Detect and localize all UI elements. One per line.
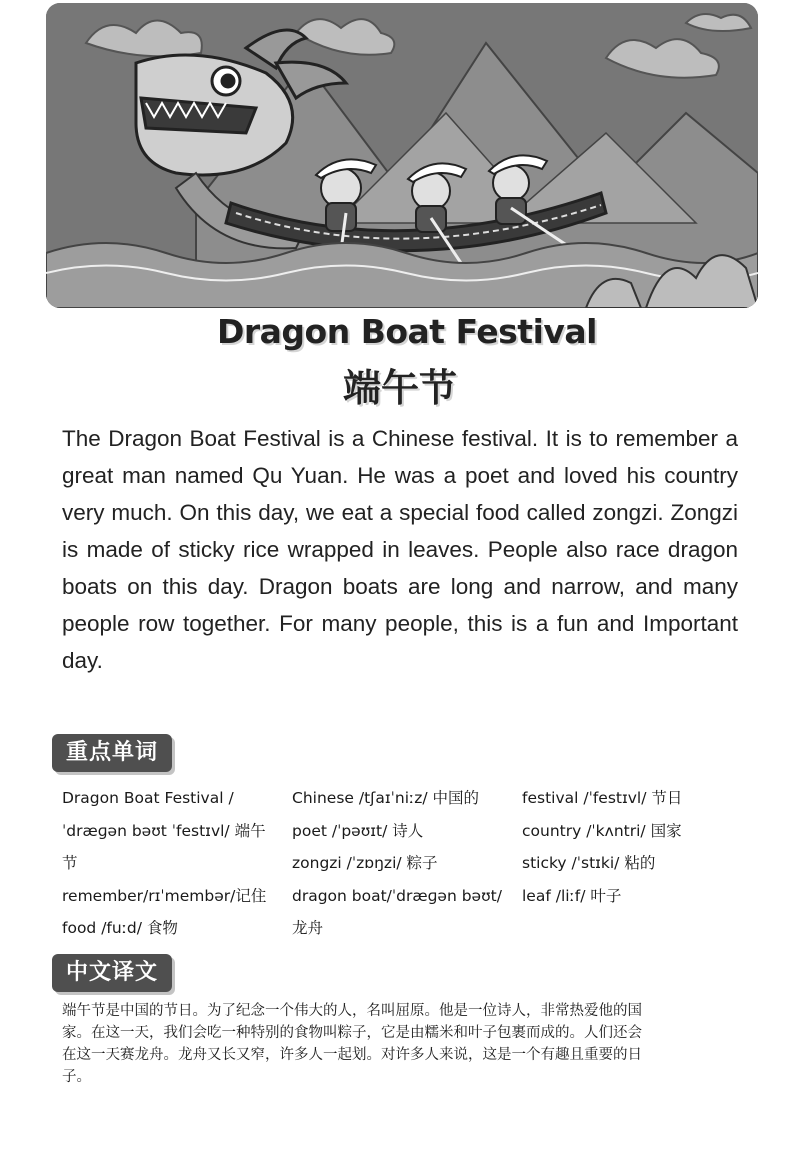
vocab-item: country /ˈkʌntri/ 国家 — [522, 821, 682, 840]
key-words-label: 重点单词 — [52, 734, 172, 772]
title-chinese: 端午节 — [342, 366, 457, 410]
chinese-translation: 端午节是中国的节日。为了纪念一个伟大的人，名叫屈原。他是一位诗人，非常热爱他的国家。在这一天，我们会吃一种特别的食物叫粽子，它是由糯米和叶子包裹而成的。人们还会在这一天赛龙舟。龙舟又长又窄，许多人一起划。对许多人来说，这是一个有趣且重要的日子。 — [62, 1003, 642, 1085]
hero-illustration — [46, 3, 758, 308]
vocab-column-1 — [62, 782, 272, 945]
vocab-item: Chinese /tʃaɪˈniːz/ 中国的 — [292, 789, 480, 807]
vocab-column-2 — [292, 782, 516, 945]
vocab-item: leaf /liːf/ 叶子 — [522, 886, 622, 905]
vocab-item: festival /ˈfestɪvl/ 节日 — [522, 789, 683, 807]
vocab-item: dragon boat/ˈdræɡən bəʊt/ 龙舟 — [292, 886, 502, 937]
vocab-item: remember/rɪˈmembər/记住 — [62, 886, 267, 905]
translation-label: 中文译文 — [52, 954, 172, 992]
vocab-item: Dragon Boat Festival /ˈdræɡən bəʊt ˈfestɪvl/ 端午节 — [62, 789, 266, 872]
vocab-item: food /fuːd/ 食物 — [62, 919, 178, 937]
title-english: Dragon Boat Festival — [217, 312, 597, 351]
vocab-column-3 — [522, 782, 742, 912]
reading-passage: The Dragon Boat Festival is a Chinese festival. It is to remember a great man named Qu Yuan. He was a poet and loved his country very much. On this day, we eat a special food called zongzi. Zongzi is made of sticky rice wrapped in leaves. People also race dragon boats on this day. Dragon boats are long and narrow, and many people row together. For many people, this is a fun and Important day. — [62, 426, 738, 673]
vocab-item: zongzi /ˈzɒŋzi/ 粽子 — [292, 854, 438, 872]
vocab-item: sticky /ˈstɪki/ 粘的 — [522, 854, 656, 872]
vocab-item: poet /ˈpəʊɪt/ 诗人 — [292, 821, 424, 840]
